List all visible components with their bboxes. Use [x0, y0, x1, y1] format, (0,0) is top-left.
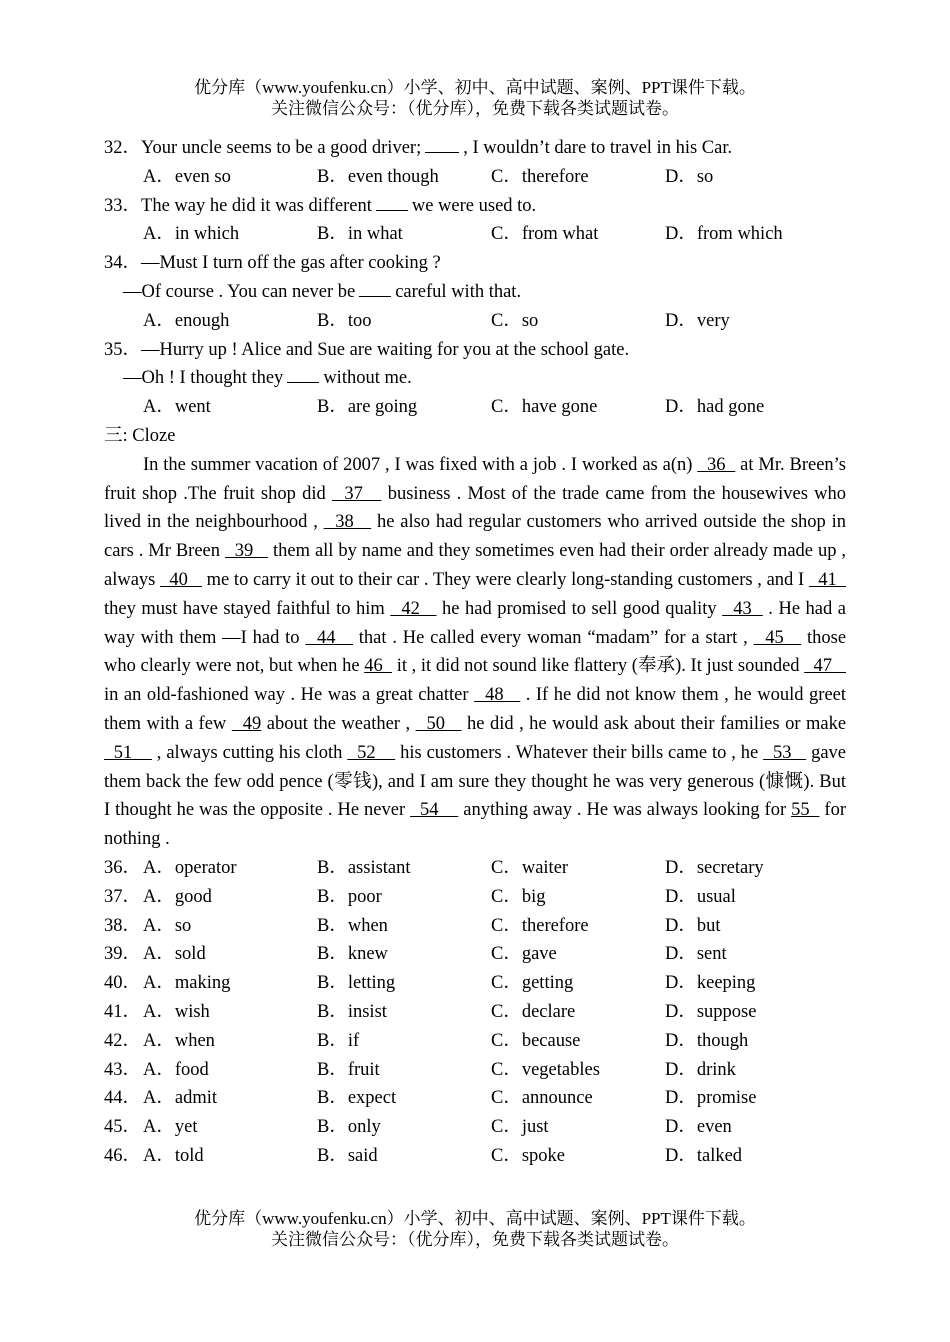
option-b: B．fruit [317, 1059, 380, 1080]
question-stem-end: , I wouldn’t dare to travel in his Car. [463, 138, 733, 158]
option-b: B．letting [317, 973, 396, 994]
passage-text: that . He called every woman “madam” for a start , [352, 627, 754, 648]
options-35 [104, 393, 846, 422]
option-c: C．therefore [491, 915, 589, 936]
answer-row-39 [104, 940, 846, 969]
option-c: C．waiter [491, 857, 569, 878]
reply-text-end: without me. [323, 368, 412, 389]
option-a: A．went [143, 397, 211, 418]
question-number: 32． [104, 138, 142, 158]
option-a: A．in which [143, 224, 240, 245]
option-a: A．wish [143, 1001, 210, 1022]
option-b: B．expect [317, 1088, 397, 1109]
question-number: 33． [104, 195, 142, 216]
cloze-blank-55: 55 [791, 800, 820, 821]
answer-row-36 [104, 854, 846, 883]
passage-text: . He had a way with them —I had to [104, 598, 847, 648]
passage-text: it , it did not sound like flattery (奉承). It just sounded [392, 656, 805, 677]
passage-text: those who clearly were not, but when he [104, 627, 847, 677]
option-d: D．from which [665, 224, 783, 245]
cloze-blank-54: 54 [410, 800, 459, 821]
cloze-blank-46: 46 [364, 656, 393, 677]
page-footer [0, 1208, 950, 1250]
reply-35 [104, 364, 846, 393]
exam-content [104, 134, 846, 1171]
option-a: A．sold [143, 944, 206, 965]
cloze-blank-49: 49 [231, 713, 262, 734]
cloze-blank-37: 37 [331, 483, 382, 504]
passage-text: for nothing . [104, 800, 846, 850]
passage-text: in an old-fashioned way . He was a great chatter [104, 685, 475, 706]
option-c: C．gave [491, 944, 557, 965]
option-c: C．spoke [491, 1145, 566, 1166]
option-a: A．even so [143, 166, 231, 187]
item-number: 36． [104, 857, 142, 878]
passage-text: anything away . He was always looking for [458, 800, 792, 821]
option-d: D．keeping [665, 973, 756, 994]
cloze-blank-43: 43 [722, 598, 763, 619]
option-b: B．only [317, 1117, 381, 1138]
header-line-1: 优分库（www.youfenku.cn）小学、初中、高中试题、案例、PPT课件下载。 [194, 78, 756, 97]
cloze-blank-40: 40 [160, 569, 202, 590]
item-number: 38． [104, 915, 142, 936]
passage-text: he had promised to sell good quality [436, 598, 723, 619]
item-number: 39． [104, 944, 142, 965]
item-number: 46． [104, 1145, 142, 1166]
question-stem: Your uncle seems to be a good driver; [141, 138, 422, 158]
answer-row-45 [104, 1113, 846, 1142]
options-33 [104, 220, 846, 249]
answer-row-41 [104, 998, 846, 1027]
question-34 [104, 249, 846, 278]
passage-text: he also had regular customers who arrived outside the shop in cars . Mr Breen [104, 512, 847, 562]
option-d: D．promise [665, 1088, 757, 1109]
answer-blank [376, 192, 408, 211]
passage-text: he did , he would ask about their families or make [461, 713, 847, 734]
option-d: D．drink [665, 1059, 736, 1080]
option-d: D．suppose [665, 1001, 757, 1022]
passage-text: , always cutting his cloth [151, 742, 348, 763]
cloze-blank-50: 50 [415, 713, 462, 734]
footer-line-2: 关注微信公众号：（优分库），免费下载各类试题试卷。 [271, 1230, 679, 1249]
cloze-blank-36: 36 [697, 454, 736, 475]
item-number: 45． [104, 1117, 142, 1138]
question-stem-end: we were used to. [411, 195, 537, 216]
question-32 [104, 134, 846, 163]
reply-text: —Oh ! I thought they [123, 368, 284, 389]
passage-text: them all by name and they sometimes even had their order already made up , always [104, 541, 846, 590]
question-stem: —Must I turn off the gas after cooking ? [141, 253, 441, 274]
option-b: B．knew [317, 944, 388, 965]
passage-text: they must have stayed faithful to him [104, 598, 391, 619]
option-c: C．getting [491, 973, 574, 994]
option-c: C．just [491, 1117, 549, 1138]
option-a: A．making [143, 973, 231, 994]
option-a: A．admit [143, 1088, 217, 1109]
answer-blank [359, 278, 391, 297]
question-33 [104, 192, 846, 221]
passage-text: In the summer vacation of 2007 , I was fixed with a job . I worked as a(n) [143, 454, 698, 475]
cloze-blank-42: 42 [390, 598, 437, 619]
item-number: 41． [104, 1001, 142, 1022]
option-c: C．from what [491, 224, 599, 245]
answer-blank [287, 364, 319, 383]
passage-text: . If he did not know them , he would greet them with a few [104, 685, 847, 734]
cloze-blank-48: 48 [474, 685, 521, 706]
question-35 [104, 336, 846, 365]
question-number: 35． [104, 339, 142, 360]
item-number: 42． [104, 1030, 142, 1051]
option-a: A．yet [143, 1117, 198, 1138]
option-b: B．when [317, 915, 388, 936]
option-b: B．in what [317, 224, 403, 245]
cloze-blank-38: 38 [323, 512, 372, 533]
option-b: B．assistant [317, 857, 411, 878]
passage-text: me to carry it out to their car . They were clearly long-standing customers , and I [201, 569, 809, 590]
header-line-2: 关注微信公众号：（优分库），免费下载各类试题试卷。 [271, 99, 679, 118]
option-b: B．even though [317, 166, 439, 187]
cloze-blank-52: 52 [347, 742, 396, 763]
passage-text: about the weather , [261, 713, 416, 734]
answer-row-43 [104, 1056, 846, 1085]
option-b: B．too [317, 310, 372, 331]
option-c: C．big [491, 886, 546, 907]
option-d: D．sent [665, 944, 727, 965]
question-number: 34． [104, 253, 142, 274]
cloze-passage [104, 451, 846, 854]
cloze-blank-53: 53 [763, 742, 807, 763]
reply-text-end: careful with that. [395, 281, 522, 302]
section-title: 三: Cloze [104, 425, 176, 446]
option-d: D．secretary [665, 857, 764, 878]
item-number: 44． [104, 1088, 142, 1109]
option-d: D．very [665, 310, 730, 331]
footer-line-1: 优分库（www.youfenku.cn）小学、初中、高中试题、案例、PPT课件下载。 [194, 1209, 756, 1228]
cloze-blank-41: 41 [808, 569, 846, 590]
option-b: B．insist [317, 1001, 387, 1022]
option-c: C．declare [491, 1001, 576, 1022]
question-stem: —Hurry up ! Alice and Sue are waiting for you at the school gate. [141, 339, 630, 360]
option-d: D．even [665, 1117, 732, 1138]
option-c: C．so [491, 310, 539, 331]
answer-row-37 [104, 883, 846, 912]
option-d: D．talked [665, 1145, 743, 1166]
option-b: B．if [317, 1030, 360, 1051]
option-b: B．are going [317, 397, 418, 418]
answer-blank [425, 134, 459, 153]
option-d: D．usual [665, 886, 736, 907]
reply-34 [104, 278, 846, 307]
option-d: D．so [665, 166, 714, 187]
option-d: D．though [665, 1030, 749, 1051]
options-34 [104, 307, 846, 336]
question-stem: The way he did it was different [141, 195, 372, 216]
cloze-blank-39: 39 [224, 541, 269, 562]
item-number: 40． [104, 973, 142, 994]
cloze-blank-44: 44 [305, 627, 353, 648]
option-a: A．good [143, 886, 212, 907]
answer-row-44 [104, 1084, 846, 1113]
answer-row-42 [104, 1027, 846, 1056]
option-d: D．had gone [665, 397, 765, 418]
option-a: A．food [143, 1059, 209, 1080]
cloze-blank-51: 51 [104, 742, 152, 763]
item-number: 43． [104, 1059, 142, 1080]
option-c: C．vegetables [491, 1059, 600, 1080]
cloze-blank-45: 45 [753, 627, 802, 648]
answer-row-38 [104, 912, 846, 941]
answer-row-40 [104, 969, 846, 998]
cloze-blank-47: 47 [804, 656, 846, 677]
option-a: A．when [143, 1030, 215, 1051]
passage-text: his customers . Whatever their bills came to , he [395, 742, 764, 763]
option-a: A．told [143, 1145, 204, 1166]
answer-row-46 [104, 1142, 846, 1171]
passage-text: business . Most of the trade came from the housewives who lived in the neighbourhood , [104, 483, 846, 533]
option-a: A．enough [143, 310, 230, 331]
option-a: A．operator [143, 857, 237, 878]
option-b: B．poor [317, 886, 382, 907]
item-number: 37． [104, 886, 142, 907]
option-b: B．said [317, 1145, 378, 1166]
page-header [0, 77, 950, 119]
option-d: D．but [665, 915, 721, 936]
reply-text: —Of course . You can never be [123, 281, 356, 302]
option-c: C．announce [491, 1088, 593, 1109]
option-c: C．therefore [491, 166, 589, 187]
option-c: C．because [491, 1030, 581, 1051]
options-32 [104, 163, 846, 192]
passage-text: gave them back the few odd pence (零钱), and I am sure they thought he was very generous (慷慨). But I thought he was the opposite . He never [104, 742, 846, 821]
option-a: A．so [143, 915, 192, 936]
option-c: C．have gone [491, 397, 598, 418]
passage-text: at Mr. Breen’s fruit shop .The fruit shop did [104, 454, 846, 504]
